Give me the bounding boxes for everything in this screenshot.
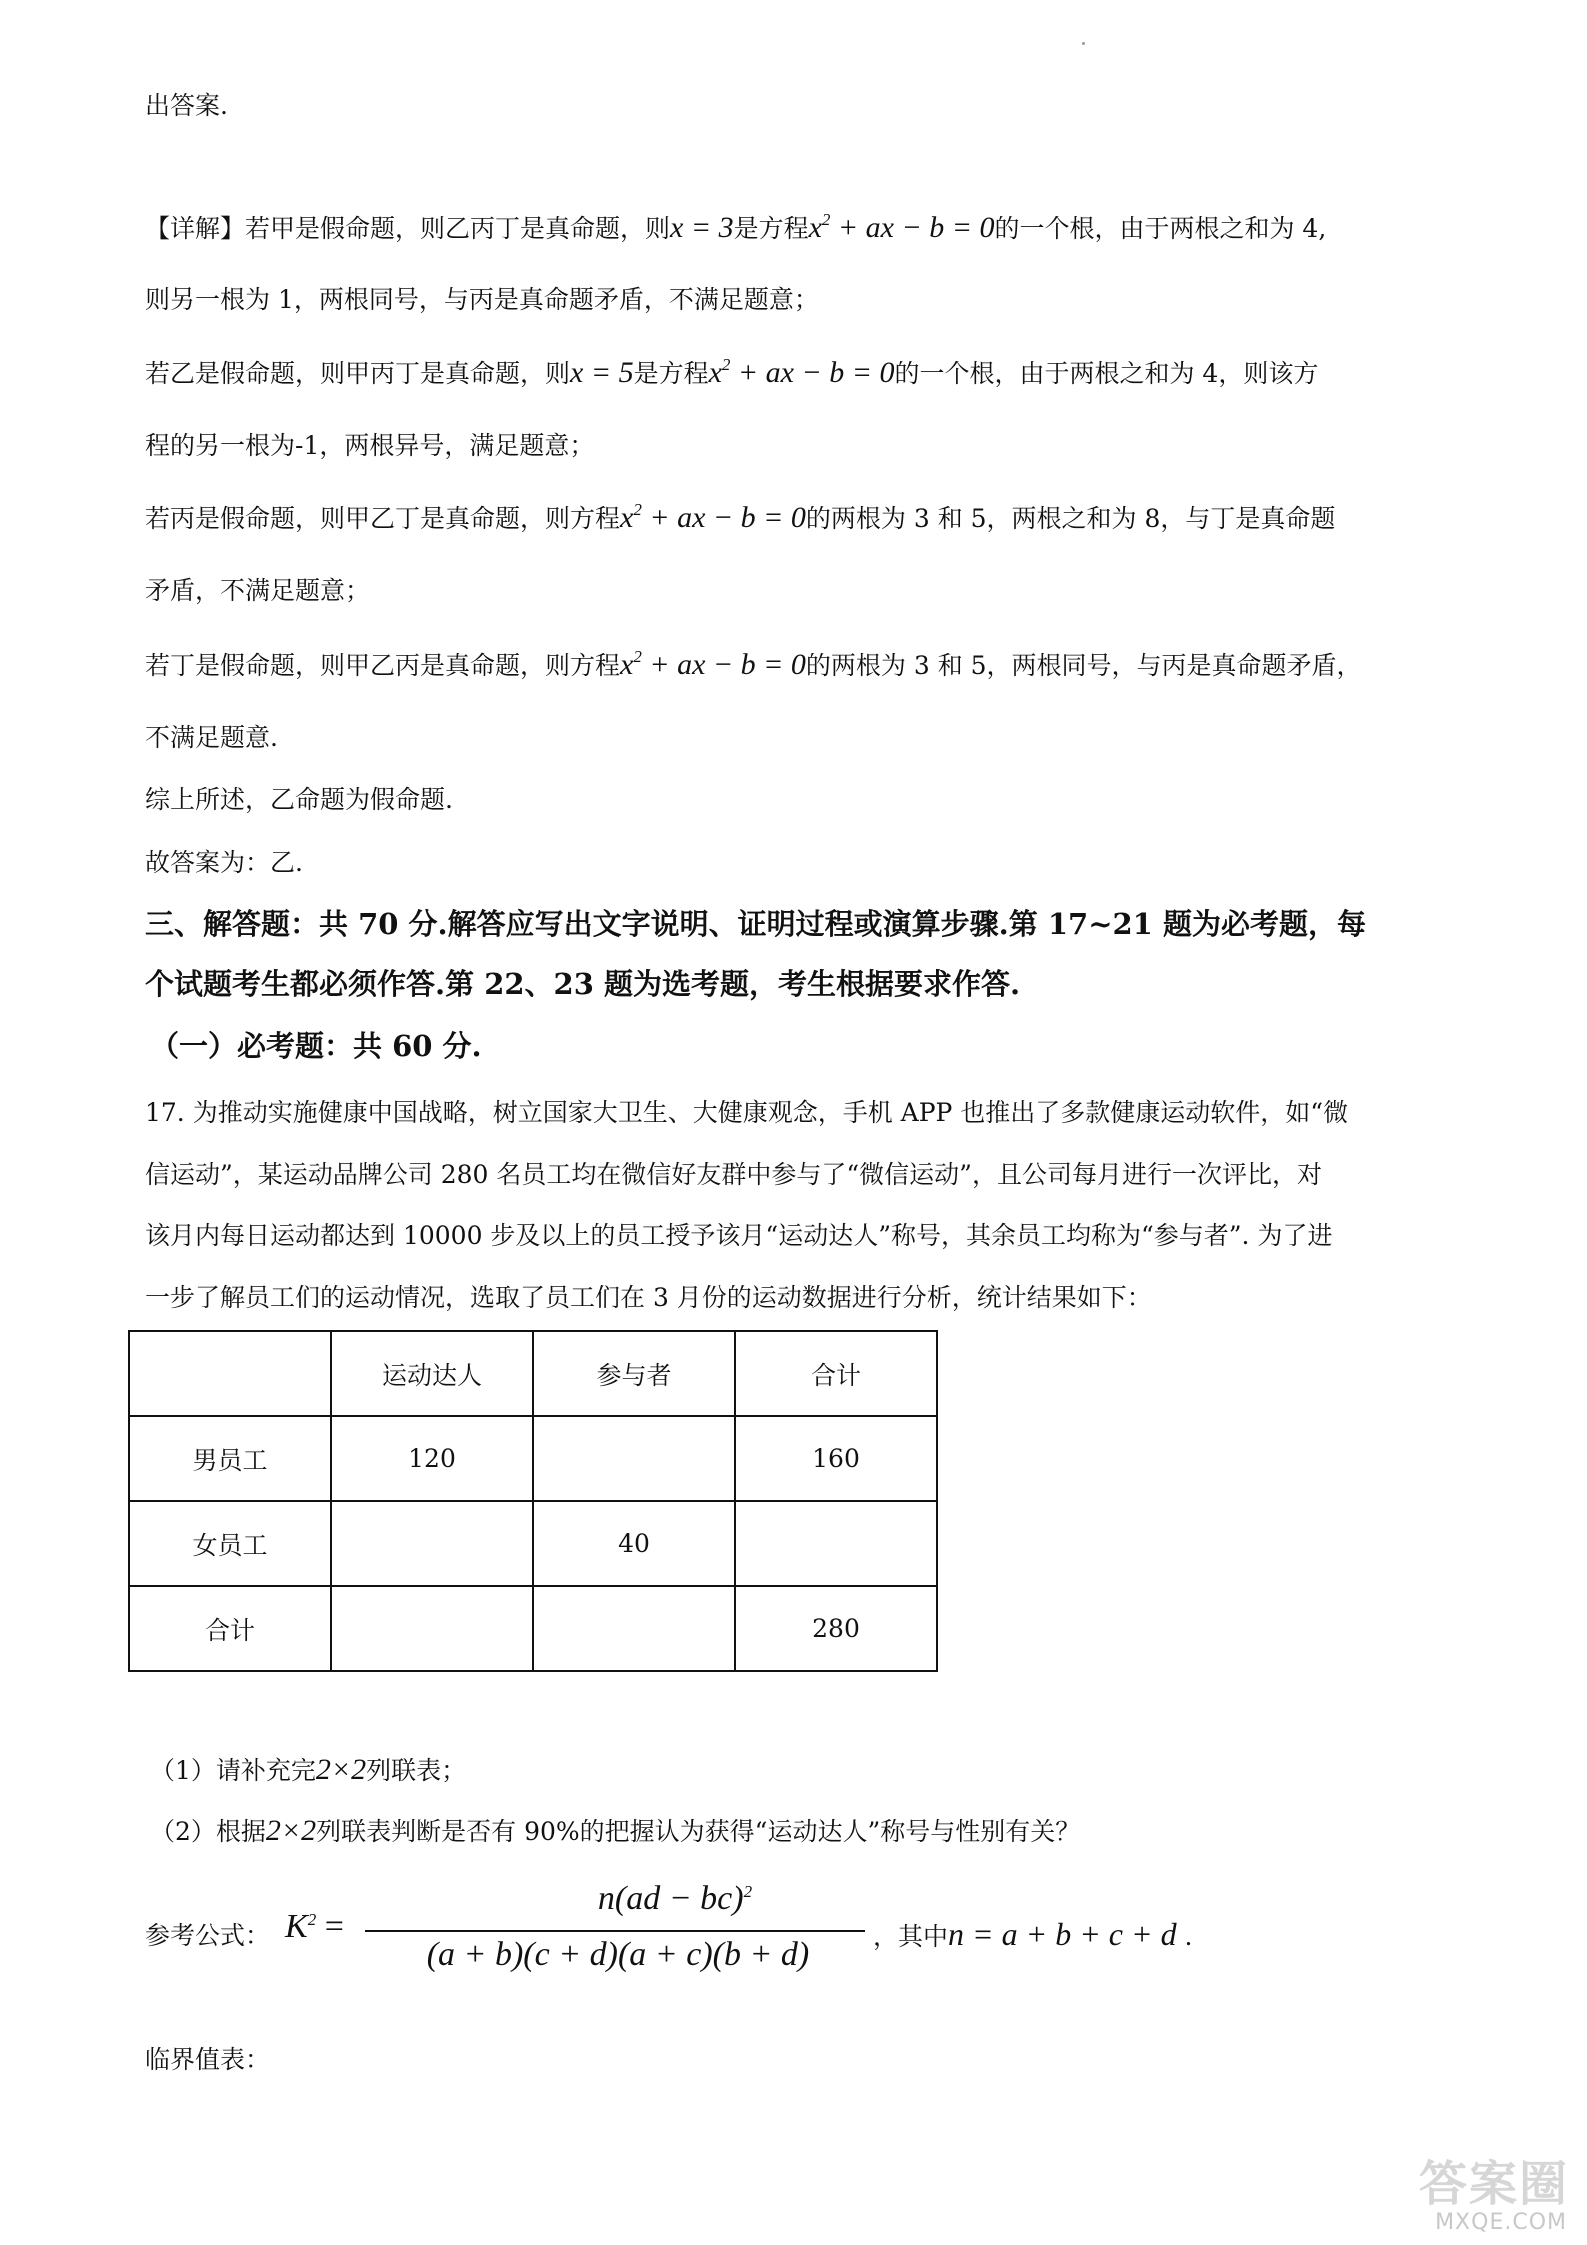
section-heading: 三、解答题：共 70 分.解答应写出文字说明、证明过程或演算步骤.第 17~21 题为必考题，每 xyxy=(145,907,1366,941)
text-line: 则另一根为 1，两根同号，与丙是真命题矛盾，不满足题意； xyxy=(145,285,819,314)
formula-label: 参考公式： xyxy=(145,1921,271,1950)
table-cell: 参与者 xyxy=(533,1331,735,1416)
formula-numerator: n(ad − bc)$^2$ xyxy=(597,1880,753,1917)
math-inline: 2×2 xyxy=(265,1814,317,1847)
text-line: 临界值表： xyxy=(145,2045,271,2074)
section-heading: 个试题考生都必须作答.第 22、23 题为选考题，考生根据要求作答. xyxy=(145,967,1021,1001)
formula-denominator: (a + b)(c + d)(a + c)(b + d) xyxy=(426,1936,810,1973)
text-line: 若丙是假命题，则甲乙丁是真命题，则方程$x^2$ + ax − b = 0的两根为 3 和 5，两根之和为 8，与丁是真命题 xyxy=(145,500,1336,534)
table-cell xyxy=(331,1586,533,1671)
equation: $x^2$ + ax − b = 0 xyxy=(708,355,895,389)
table-cell xyxy=(331,1501,533,1586)
table-row xyxy=(129,1586,937,1671)
formula-condition: ，其中n = a + b + c + d . xyxy=(873,1916,1193,1952)
text-line: 综上所述，乙命题为假命题. xyxy=(145,785,453,814)
text-line: 若乙是假命题，则甲丙丁是真命题，则x = 5是方程$x^2$ + ax − b = 0的一个根，由于两根之和为 4，则该方 xyxy=(145,355,1319,389)
table-header-row xyxy=(129,1331,937,1416)
math-inline: 2×2 xyxy=(315,1753,367,1786)
sub-question: （2）根据2×2列联表判断是否有 90%的把握认为获得“运动达人”称号与性别有关？ xyxy=(150,1814,1081,1847)
table-cell: 160 xyxy=(735,1416,937,1501)
math-inline: x = 3 xyxy=(670,211,734,244)
question-text: 一步了解员工们的运动情况，选取了员工们在 3 月份的运动数据进行分析，统计结果如下： xyxy=(145,1283,1152,1312)
text-line: 若丁是假命题，则甲乙丙是真命题，则方程$x^2$ + ax − b = 0的两根为 3 和 5，两根同号，与丙是真命题矛盾， xyxy=(145,647,1362,681)
table-row xyxy=(129,1416,937,1501)
table-cell: 40 xyxy=(533,1501,735,1586)
question-text: 信运动”，某运动品牌公司 280 名员工均在微信好友群中参与了“微信运动”，且公司每月进行一次评比，对 xyxy=(145,1160,1322,1189)
equation: $x^2$ + ax − b = 0 xyxy=(808,210,995,244)
table-row xyxy=(129,1501,937,1586)
question-text: 17. 为推动实施健康中国战略，树立国家大卫生、大健康观念，手机 APP 也推出了多款健康运动软件，如“微 xyxy=(145,1098,1349,1127)
text-line: 矛盾，不满足题意； xyxy=(145,576,371,605)
table-cell: 120 xyxy=(331,1416,533,1501)
text-line: 故答案为：乙. xyxy=(145,848,303,877)
table-cell xyxy=(533,1416,735,1501)
equation: $x^2$ + ax − b = 0 xyxy=(620,500,806,534)
table-cell: 合计 xyxy=(129,1586,331,1671)
table-cell xyxy=(129,1331,331,1416)
table-cell: 运动达人 xyxy=(331,1331,533,1416)
watermark-logo: 答案圈 xyxy=(1418,2156,1569,2212)
text-line: 【详解】若甲是假命题，则乙丙丁是真命题，则x = 3是方程$x^2$ + ax − b = 0的一个根，由于两根之和为 4, xyxy=(145,210,1327,244)
scan-speck xyxy=(1082,42,1085,45)
watermark-url: MXQE.COM xyxy=(1435,2210,1567,2235)
equation: $x^2$ + ax − b = 0 xyxy=(620,647,806,681)
table-cell: 合计 xyxy=(735,1331,937,1416)
contingency-table xyxy=(128,1330,938,1672)
table-cell xyxy=(533,1586,735,1671)
watermark xyxy=(1379,2145,1569,2235)
table-cell: 女员工 xyxy=(129,1501,331,1586)
text-line: 程的另一根为-1，两根异号，满足题意； xyxy=(145,431,595,460)
subsection-heading: （一）必考题：共 60 分. xyxy=(150,1029,482,1063)
table-cell: 280 xyxy=(735,1586,937,1671)
question-text: 该月内每日运动都达到 10000 步及以上的员工授予该月“运动达人”称号，其余员工均称为“参与者”. 为了进 xyxy=(145,1221,1333,1250)
text-line: 不满足题意. xyxy=(145,723,278,752)
sub-question: （1）请补充完2×2列联表； xyxy=(150,1753,467,1786)
table-cell xyxy=(735,1501,937,1586)
table-cell: 男员工 xyxy=(129,1416,331,1501)
text-line: 出答案. xyxy=(145,91,228,120)
math-inline: x = 5 xyxy=(570,356,634,389)
fraction-bar xyxy=(365,1930,865,1932)
formula-lhs: $K^2$ = xyxy=(285,1908,344,1945)
